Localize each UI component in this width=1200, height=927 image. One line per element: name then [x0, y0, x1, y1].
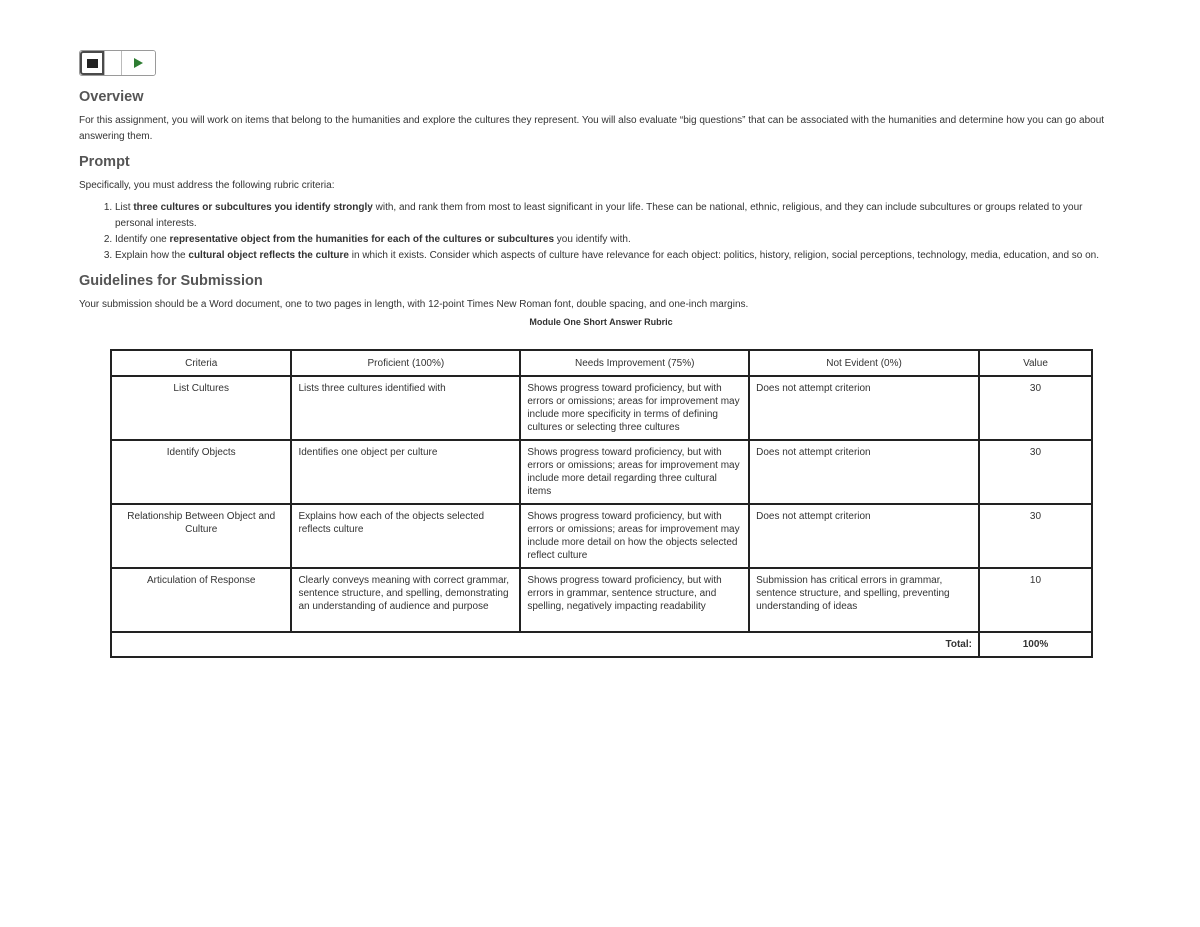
- criteria-item: 2. Identify one representative object from the humanities for each of the cultures or subcultures you identify with.: [115, 232, 1123, 248]
- cell-not-evident: Does not attempt criterion: [749, 504, 979, 568]
- stop-icon: [87, 59, 98, 68]
- cell-needs-improvement: Shows progress toward proficiency, but with errors or omissions; areas for improvement may include more detail regarding three cultural items: [520, 440, 749, 504]
- cell-proficient: Identifies one object per culture: [291, 440, 520, 504]
- cell-value: 30: [979, 504, 1092, 568]
- table-row: [111, 568, 1092, 632]
- cell-value: 10: [979, 568, 1092, 632]
- play-icon: [134, 58, 143, 68]
- total-value: 100%: [979, 632, 1092, 657]
- cell-not-evident: Does not attempt criterion: [749, 376, 979, 440]
- criteria-item: 1. List three cultures or subcultures you identify strongly with, and rank them from most to least significant in your life. These can be national, ethnic, religious, and they can include subcultures or groups related to your personal interests.: [115, 200, 1123, 232]
- table-row: [111, 376, 1092, 440]
- prompt-intro: Specifically, you must address the following rubric criteria:: [79, 180, 335, 191]
- assignment-page: [79, 50, 1123, 327]
- rubric-table: [110, 349, 1093, 658]
- header-needs-improvement: Needs Improvement (75%): [520, 350, 749, 376]
- cell-not-evident: Does not attempt criterion: [749, 440, 979, 504]
- play-button[interactable]: [122, 51, 155, 75]
- guidelines-heading: Guidelines for Submission: [79, 273, 263, 289]
- total-row: [111, 632, 1092, 657]
- cell-value: 30: [979, 376, 1092, 440]
- guidelines-text: Your submission should be a Word document, one to two pages in length, with 12-point Times New Roman font, double spacing, and one-inch margins.: [79, 299, 749, 310]
- cell-needs-improvement: Shows progress toward proficiency, but with errors or omissions; areas for improvement may include more detail on how the objects selected reflect culture: [520, 504, 749, 568]
- media-controls: [79, 50, 156, 76]
- cell-proficient: Lists three cultures identified with: [291, 376, 520, 440]
- cell-needs-improvement: Shows progress toward proficiency, but with errors in grammar, sentence structure, and spelling, negatively impacting readability: [520, 568, 749, 632]
- cell-criteria: List Cultures: [111, 376, 291, 440]
- cell-criteria: Identify Objects: [111, 440, 291, 504]
- header-not-evident: Not Evident (0%): [749, 350, 979, 376]
- header-value: Value: [979, 350, 1092, 376]
- rubric-title: Module One Short Answer Rubric: [529, 317, 673, 327]
- cell-not-evident: Submission has critical errors in grammar, sentence structure, and spelling, preventing understanding of ideas: [749, 568, 979, 632]
- cell-criteria: Articulation of Response: [111, 568, 291, 632]
- overview-heading: Overview: [79, 89, 144, 105]
- prompt-heading: Prompt: [79, 154, 130, 170]
- header-criteria: Criteria: [111, 350, 291, 376]
- cell-value: 30: [979, 440, 1092, 504]
- media-separator: [104, 51, 122, 75]
- total-label: Total:: [111, 632, 979, 657]
- stop-button[interactable]: [80, 51, 104, 75]
- criteria-list: [79, 200, 1123, 264]
- cell-proficient: Clearly conveys meaning with correct grammar, sentence structure, and spelling, demonstrating an understanding of audience and purpose: [291, 568, 520, 632]
- overview-text: For this assignment, you will work on items that belong to the humanities and explore the cultures they represent. You will also evaluate “big questions” that can be associated with the humanities and determine how you can go about answering them.: [79, 115, 1105, 142]
- table-row: [111, 504, 1092, 568]
- rubric-header-row: [111, 350, 1092, 376]
- table-row: [111, 440, 1092, 504]
- cell-criteria: Relationship Between Object and Culture: [111, 504, 291, 568]
- header-proficient: Proficient (100%): [291, 350, 520, 376]
- criteria-item: 3. Explain how the cultural object reflects the culture in which it exists. Consider which aspects of culture have relevance for each object: politics, history, religion, social perceptions, technology, media, education, and so on.: [115, 248, 1123, 264]
- cell-needs-improvement: Shows progress toward proficiency, but with errors or omissions; areas for improvement may include more specificity in terms of defining cultures or selecting three cultures: [520, 376, 749, 440]
- cell-proficient: Explains how each of the objects selected reflects culture: [291, 504, 520, 568]
